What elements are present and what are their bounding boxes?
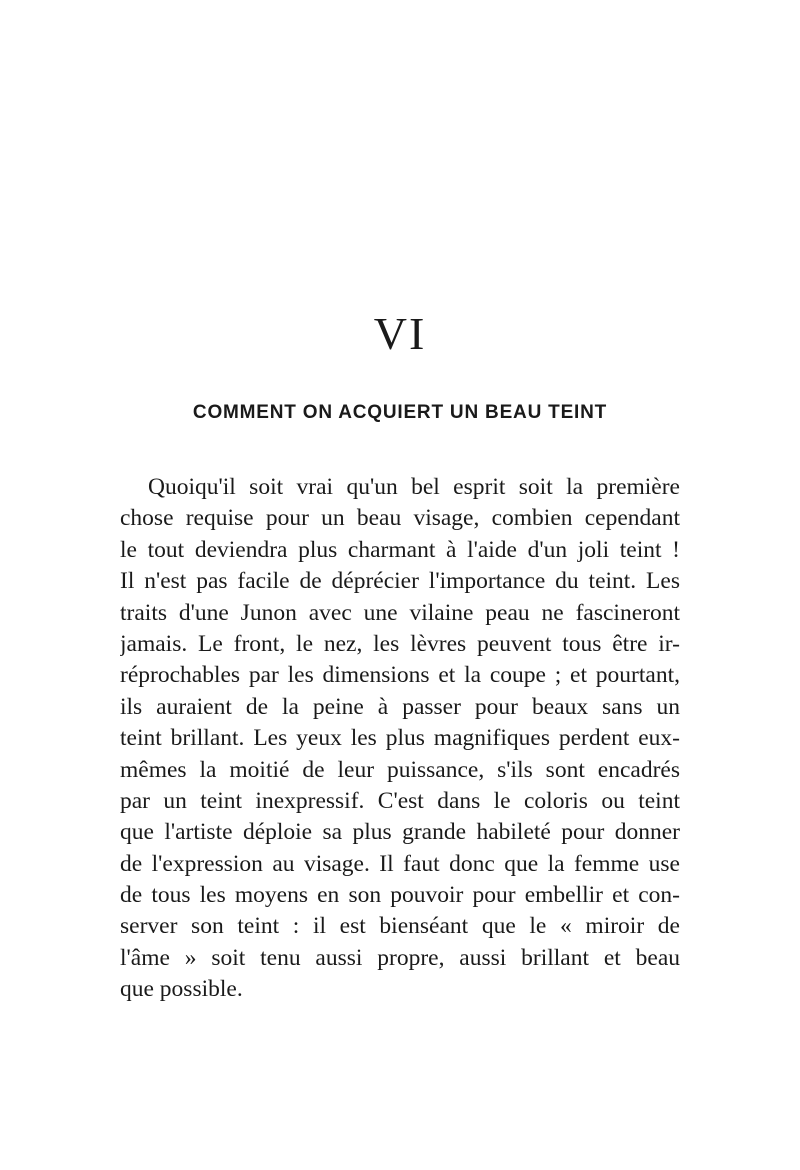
text-line-9: teint brillant. Les yeux les plus magnifiques perdent eux- [120,725,680,752]
text-line-1: Quoiqu'il soit vrai qu'un bel esprit soit la première [148,474,680,500]
text-line-10: mêmes la moitié de leur puissance, s'ils sont encadrés [120,756,680,783]
text-line-13: de l'expression au visage. Il faut donc que la femme use [120,850,680,877]
text-line-4: Il n'est pas facile de déprécier l'importance du teint. Les [120,568,680,595]
body-paragraph [120,472,680,1006]
text-line-2: chose requise pour un beau visage, combien cependant [120,505,680,532]
text-line-16: l'âme » soit tenu aussi propre, aussi brillant et beau [120,944,680,971]
text-line-8: ils auraient de la peine à passer pour beaux sans un [120,693,680,720]
text-line-5: traits d'une Junon avec une vilaine peau ne fascineront [120,599,680,626]
text-line-7: réprochables par les dimensions et la coupe ; et pourtant, [120,662,680,689]
text-line-6: jamais. Le front, le nez, les lèvres peuvent tous être ir- [120,630,680,657]
text-line-11: par un teint inexpressif. C'est dans le coloris ou teint [120,787,680,814]
chapter-number: VI [373,308,427,359]
chapter-title: COMMENT ON ACQUIERT UN BEAU TEINT [192,402,608,423]
text-line-12: que l'artiste déploie sa plus grande habileté pour donner [120,819,680,846]
text-line-17: que possible. [120,976,243,1003]
text-line-3: le tout deviendra plus charmant à l'aide d'un joli teint ! [120,536,680,563]
text-line-14: de tous les moyens en son pouvoir pour embellir et con- [120,882,680,909]
text-line-15: server son teint : il est bienséant que le « miroir de [120,913,680,940]
